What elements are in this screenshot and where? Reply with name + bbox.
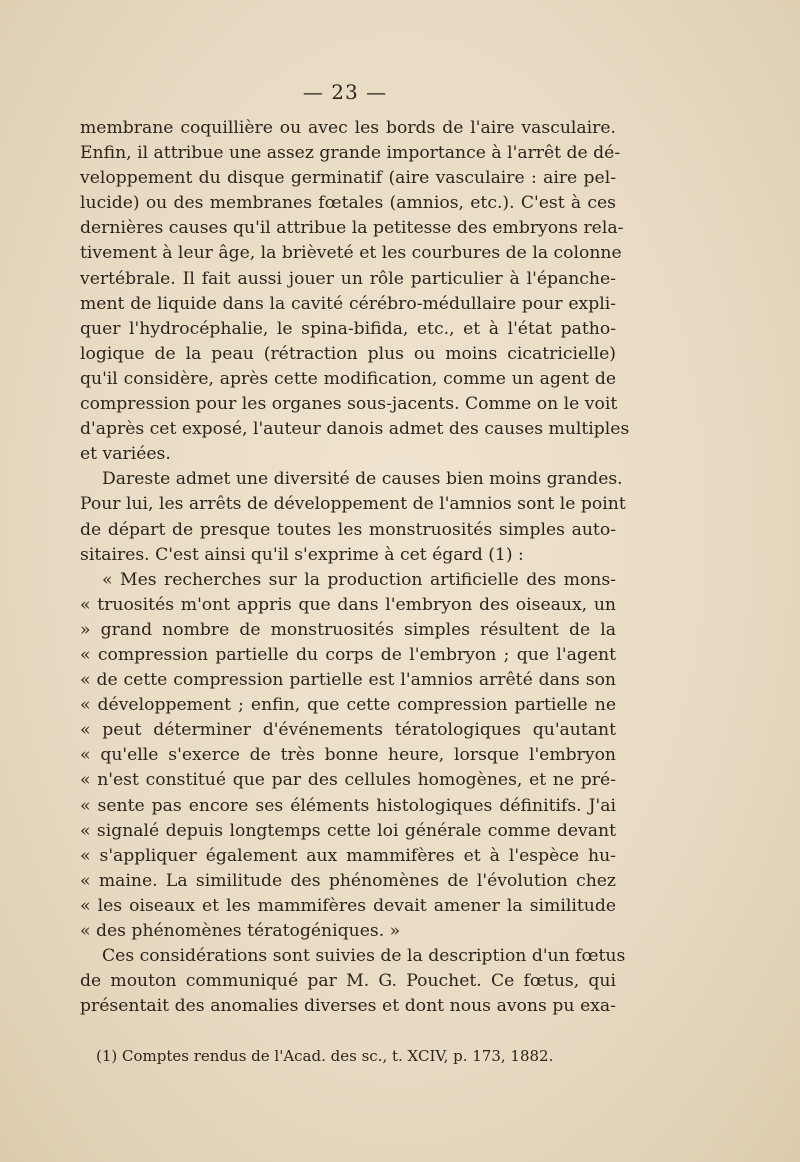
text-line: « signalé depuis longtemps cette loi générale comme devant <box>80 820 616 841</box>
text-line: ment de liquide dans la cavité cérébro-médullaire pour expli- <box>80 293 616 314</box>
text-line: Enfin, il attribue une assez grande importance à l'arrêt de dé- <box>80 143 621 164</box>
text-line: « Mes recherches sur la production artificielle des mons- <box>102 569 616 590</box>
text-line: veloppement du disque germinatif (aire vasculaire : aire pel- <box>80 168 616 189</box>
text-line: » grand nombre de monstruosités simples résultent de la <box>80 619 616 640</box>
text-line: qu'il considère, après cette modification, comme un agent de <box>80 368 616 389</box>
text-line: d'après cet exposé, l'auteur danois admet des causes multiples <box>80 419 630 440</box>
text-line: Ces considérations sont suivies de la description d'un fœtus <box>102 946 626 967</box>
text-line: membrane coquillière ou avec les bords de l'aire vasculaire. <box>80 118 616 138</box>
text-line: vertébrale. Il fait aussi jouer un rôle particulier à l'épanche- <box>80 268 616 289</box>
text-line: « n'est constitué que par des cellules homogènes, et ne pré- <box>80 770 616 791</box>
text-line: dernières causes qu'il attribue la petitesse des embryons rela- <box>80 218 624 239</box>
text-line: de départ de presque toutes les monstruosités simples auto- <box>80 519 616 540</box>
text-line: lucide) ou des membranes fœtales (amnios, etc.). C'est à ces <box>80 193 616 214</box>
text-line: « développement ; enfin, que cette compression partielle ne <box>80 695 616 716</box>
text-line: « qu'elle s'exerce de très bonne heure, lorsque l'embryon <box>80 745 616 766</box>
text-line: « compression partielle du corps de l'embryon ; que l'agent <box>80 644 616 665</box>
text-line: « s'appliquer également aux mammifères et à l'espèce hu- <box>80 845 616 866</box>
footnote: (1) Comptes rendus de l'Acad. des sc., t. XCIV, p. 173, 1882. <box>96 1047 554 1065</box>
text-line: logique de la peau (rétraction plus ou moins cicatricielle) <box>80 343 616 364</box>
text-line: compression pour les organes sous-jacents. Comme on le voit <box>80 394 618 415</box>
text-line: « peut déterminer d'événements tératologiques qu'autant <box>80 720 616 741</box>
text-line: « des phénomènes tératogéniques. » <box>80 921 401 941</box>
text-line: Dareste admet une diversité de causes bien moins grandes. <box>102 469 623 490</box>
page-number: — 23 — <box>302 80 388 104</box>
text-line: « les oiseaux et les mammifères devait amener la similitude <box>80 895 616 916</box>
text-line: tivement à leur âge, la brièveté et les courbures de la colonne <box>80 243 622 264</box>
text-line: « truosités m'ont appris que dans l'embryon des oiseaux, un <box>80 594 616 615</box>
body-text <box>80 116 630 1019</box>
text-line: sitaires. C'est ainsi qu'il s'exprime à cet égard (1) : <box>80 544 524 565</box>
text-line: quer l'hydrocéphalie, le spina-bifida, etc., et à l'état patho- <box>80 318 616 339</box>
text-line: « sente pas encore ses éléments histologiques définitifs. J'ai <box>80 795 616 816</box>
text-line: et variées. <box>80 444 171 465</box>
text-line: de mouton communiqué par M. G. Pouchet. Ce fœtus, qui <box>80 971 616 992</box>
text-line: Pour lui, les arrêts de développement de l'amnios sont le point <box>80 494 626 515</box>
text-line: « de cette compression partielle est l'amnios arrêté dans son <box>80 670 616 691</box>
text-line: présentait des anomalies diverses et dont nous avons pu exa- <box>80 996 616 1017</box>
text-line: « maine. La similitude des phénomènes de l'évolution chez <box>80 870 616 891</box>
